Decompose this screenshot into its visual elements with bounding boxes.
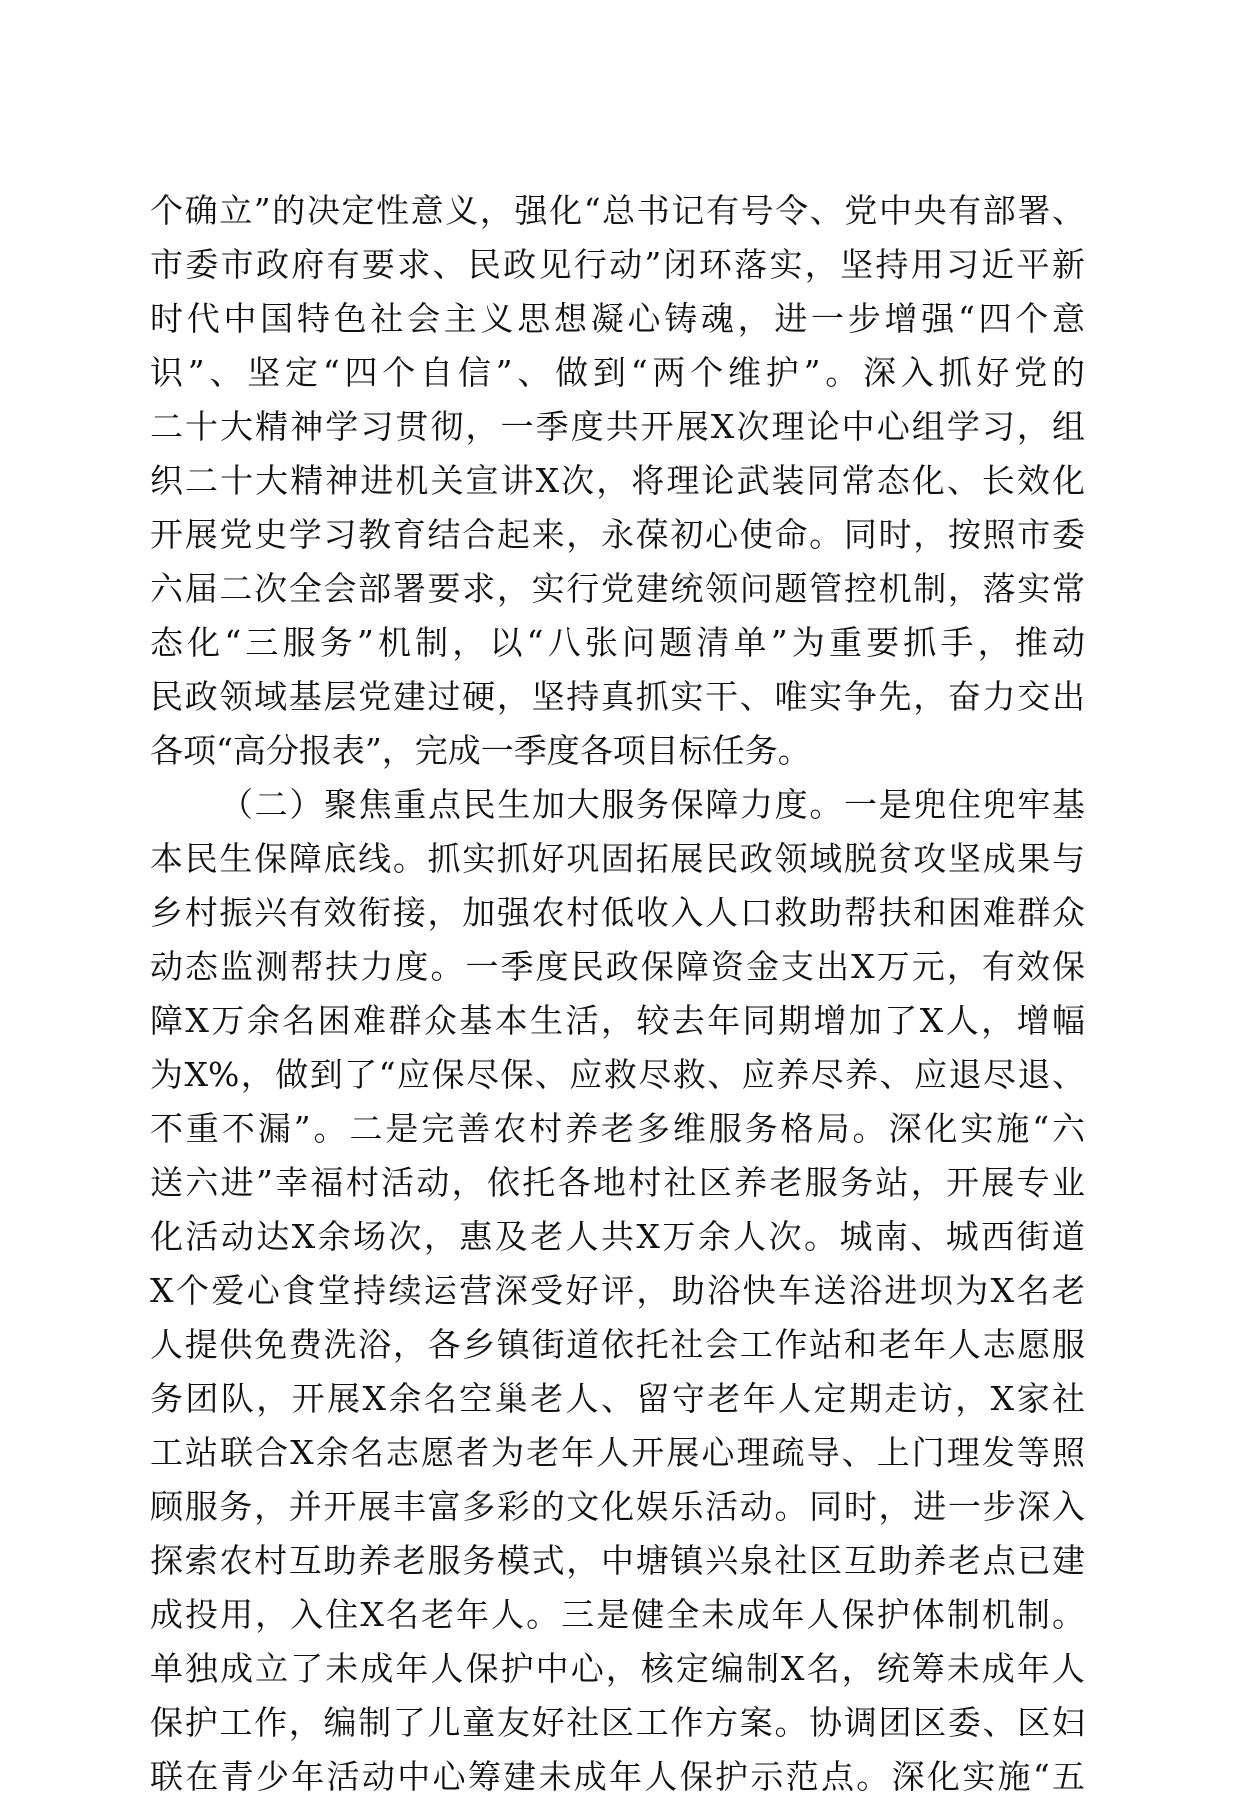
section-heading-line: （二）聚焦重点民生加大服务保障力度。一是兜住兜牢基 [220,785,1085,824]
text-line: 本民生保障底线。抓实抓好巩固拓展民政领域脱贫攻坚成果与 [150,839,1085,878]
text-line: 人提供免费洗浴，各乡镇街道依托社会工作站和老年人志愿服 [150,1325,1085,1364]
text-line: 六届二次全会部署要求，实行党建统领问题管控机制，落实常 [150,569,1085,608]
text-line: 态化“三服务”机制，以“八张问题清单”为重要抓手，推动 [150,623,1085,662]
text-line: 成投用，入住X名老年人。三是健全未成年人保护体制机制。 [150,1595,1085,1634]
text-line: 为X%，做到了“应保尽保、应救尽救、应养尽养、应退尽退、 [150,1055,1085,1094]
text-line: 化活动达X余场次，惠及老人共X万余人次。城南、城西街道 [150,1217,1085,1256]
paragraph-end-line: 各项“高分报表”，完成一季度各项目标任务。 [150,731,811,770]
text-line: 顾服务，并开展丰富多彩的文化娱乐活动。同时，进一步深入 [150,1487,1085,1526]
text-line: 工站联合X余名志愿者为老年人开展心理疏导、上门理发等照 [150,1433,1085,1472]
text-line: 联在青少年活动中心筹建未成年人保护示范点。深化实施“五 [150,1757,1085,1796]
text-line: 不重不漏”。二是完善农村养老多维服务格局。深化实施“六 [150,1109,1085,1148]
text-line: 时代中国特色社会主义思想凝心铸魂，进一步增强“四个意 [150,299,1085,338]
text-line: 务团队，开展X余名空巢老人、留守老年人定期走访，X家社 [150,1379,1085,1418]
body-text [150,184,1085,1804]
text-line: 乡村振兴有效衔接，加强农村低收入人口救助帮扶和困难群众 [150,893,1085,932]
text-line: 个确立”的决定性意义，强化“总书记有号令、党中央有部署、 [150,191,1085,230]
text-line: 识”、坚定“四个自信”、做到“两个维护”。深入抓好党的 [150,353,1085,392]
text-line: 动态监测帮扶力度。一季度民政保障资金支出X万元，有效保 [150,947,1085,986]
text-line: 单独成立了未成年人保护中心，核定编制X名，统筹未成年人 [150,1649,1085,1688]
text-line: X个爱心食堂持续运营深受好评，助浴快车送浴进坝为X名老 [150,1271,1085,1310]
text-line: 探索农村互助养老服务模式，中塘镇兴泉社区互助养老点已建 [150,1541,1085,1580]
text-line: 开展党史学习教育结合起来，永葆初心使命。同时，按照市委 [150,515,1085,554]
text-line: 织二十大精神进机关宣讲X次，将理论武装同常态化、长效化 [150,461,1085,500]
text-line: 保护工作，编制了儿童友好社区工作方案。协调团区委、区妇 [150,1703,1085,1742]
text-line: 二十大精神学习贯彻，一季度共开展X次理论中心组学习，组 [150,407,1085,446]
text-line: 障X万余名困难群众基本生活，较去年同期增加了X人，增幅 [150,1001,1085,1040]
text-line: 民政领域基层党建过硬，坚持真抓实干、唯实争先，奋力交出 [150,677,1085,716]
text-line: 送六进”幸福村活动，依托各地村社区养老服务站，开展专业 [150,1163,1085,1202]
text-line: 市委市政府有要求、民政见行动”闭环落实，坚持用习近平新 [150,245,1085,284]
